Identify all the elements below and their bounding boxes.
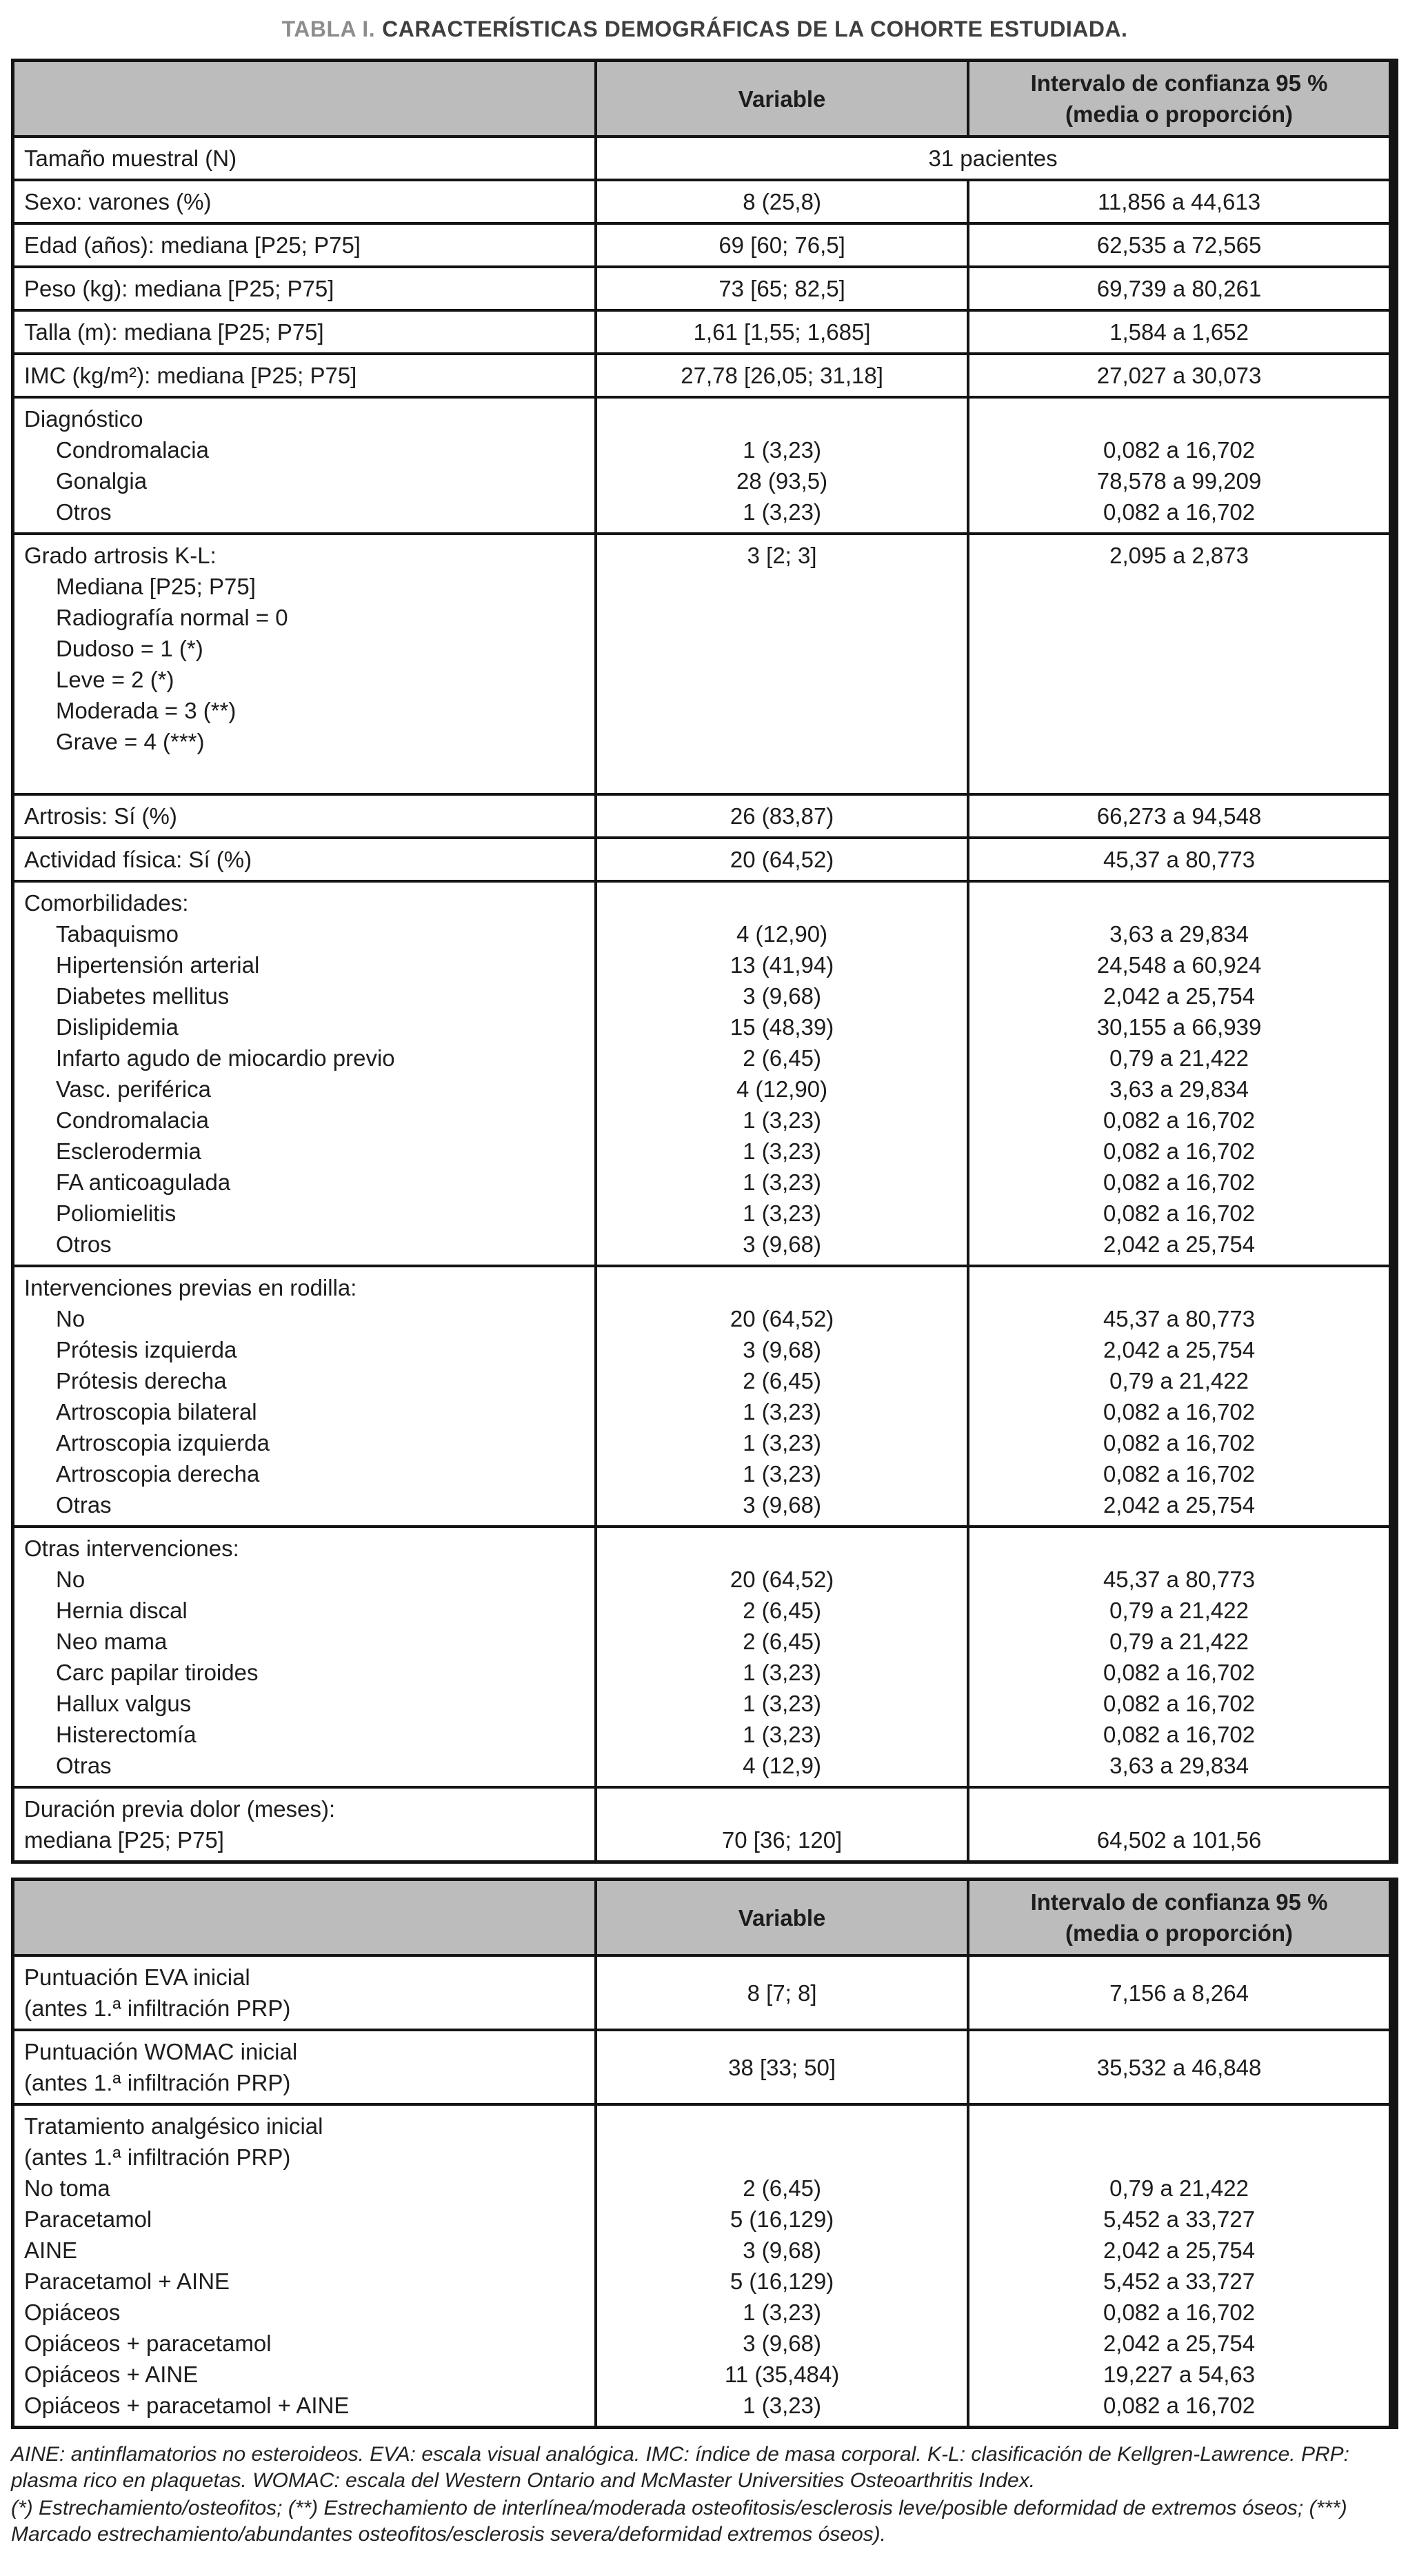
ci-value: 19,227 a 54,63	[1103, 2362, 1256, 2387]
variable-value	[604, 2111, 960, 2142]
row-label-line: Hernia discal	[56, 1598, 188, 1623]
ci-value: 0,082 a 16,702	[1103, 1138, 1256, 1164]
ci-value-cell	[967, 796, 1389, 836]
variable-value-cell	[594, 399, 967, 532]
ci-value: 0,082 a 16,702	[1103, 1691, 1256, 1716]
ci-value: 0,082 a 16,702	[1103, 2393, 1256, 2418]
variable-value: 1 (3,23)	[743, 1169, 821, 1195]
row-label-line: Puntuación WOMAC inicial	[24, 2039, 298, 2064]
ci-value: 0,082 a 16,702	[1103, 1722, 1256, 1747]
row-label-line: (antes 1.ª infiltración PRP)	[24, 1995, 291, 2021]
row-label-cell	[14, 1528, 594, 1786]
row-label-cell	[14, 2106, 594, 2426]
table-row	[14, 1954, 1389, 2029]
ci-value: 0,082 a 16,702	[1103, 1430, 1256, 1456]
row-label-cell	[14, 138, 594, 179]
ci-value: 62,535 a 72,565	[1096, 232, 1262, 258]
table-row	[14, 179, 1389, 222]
header-empty-cell	[14, 1881, 594, 1954]
variable-value: 3 (9,68)	[743, 1492, 821, 1518]
variable-value-cell	[594, 796, 967, 836]
variable-value: 3 [2; 3]	[747, 543, 817, 568]
row-label-line: Dudoso = 1 (*)	[56, 636, 203, 661]
ci-value: 0,082 a 16,702	[1103, 1660, 1256, 1685]
variable-value: 1 (3,23)	[743, 2393, 821, 2418]
row-label-line: Artroscopia derecha	[56, 1461, 260, 1487]
ci-value-cell	[967, 1789, 1389, 1860]
variable-value: 2 (6,45)	[743, 1629, 821, 1654]
variable-value: 26 (83,87)	[730, 803, 834, 829]
variable-value: 3 (9,68)	[743, 2237, 821, 2263]
table-row	[14, 1265, 1389, 1525]
table-row	[14, 309, 1389, 352]
row-label-line: Esclerodermia	[56, 1138, 201, 1164]
row-label-line: (antes 1.ª infiltración PRP)	[24, 2070, 291, 2095]
variable-value: 2 (6,45)	[743, 1368, 821, 1393]
row-label-line: Otros	[56, 499, 112, 525]
ci-value: 0,79 a 21,422	[1109, 1629, 1249, 1654]
header-ci-line1: Intervalo de confianza 95 %	[1030, 70, 1328, 96]
ci-value: 45,37 a 80,773	[1103, 1306, 1256, 1331]
row-label-line: Tamaño muestral (N)	[24, 145, 237, 171]
variable-value: 2 (6,45)	[743, 1045, 821, 1071]
header-variable-cell	[594, 1881, 967, 1954]
row-label-cell	[14, 312, 594, 352]
row-label-line: Carc papilar tiroides	[56, 1660, 259, 1685]
row-label-line: Intervenciones previas en rodilla:	[24, 1275, 357, 1300]
table-header-row	[14, 1881, 1389, 1954]
row-label-cell	[14, 1957, 594, 2029]
row-label-cell	[14, 1789, 594, 1860]
footnote-abbreviations: AINE: antinflamatorios no esteroideos. EVA: escala visual analógica. IMC: índice de masa corporal. K-L: clasificación de Kellgren-Lawrence. PRP: plasma rico en plaquetas. WOMAC: escala del Western Ontario and McMaster Universities Osteoarthritis Index.	[11, 2443, 1349, 2492]
row-label-line: Actividad física: Sí (%)	[24, 847, 252, 872]
ci-value-cell	[967, 535, 1389, 793]
ci-value-cell	[967, 268, 1389, 309]
ci-value-cell	[967, 2031, 1389, 2103]
variable-value: 1 (3,23)	[743, 1691, 821, 1716]
table-row	[14, 532, 1389, 793]
row-label-line: AINE	[24, 2237, 78, 2263]
variable-value: 38 [33; 50]	[728, 2054, 836, 2080]
variable-value: 73 [65; 82,5]	[718, 276, 845, 301]
row-label-line: FA anticoagulada	[56, 1169, 231, 1195]
variable-value: 5 (16,129)	[730, 2206, 834, 2232]
table-body	[14, 135, 1389, 1860]
header-empty-cell	[14, 62, 594, 135]
row-label-line: Hallux valgus	[56, 1691, 192, 1716]
ci-value: 3,63 a 29,834	[1109, 921, 1249, 947]
ci-value: 11,856 a 44,613	[1097, 189, 1261, 214]
row-label-cell	[14, 225, 594, 265]
ci-value-cell	[967, 2106, 1389, 2426]
table-row	[14, 793, 1389, 836]
row-label-line: Artrosis: Sí (%)	[24, 803, 177, 829]
ci-value: 35,532 a 46,848	[1096, 2054, 1262, 2080]
variable-value: 1 (3,23)	[743, 499, 821, 525]
variable-value-cell	[594, 839, 967, 880]
row-label-line: Artroscopia izquierda	[56, 1430, 270, 1456]
ci-value-cell	[967, 883, 1389, 1265]
variable-value: 4 (12,9)	[743, 1753, 821, 1778]
header-empty-label	[24, 83, 587, 114]
row-label-line: Tratamiento analgésico inicial	[24, 2113, 323, 2139]
ci-value: 2,042 a 25,754	[1103, 2237, 1256, 2263]
row-label-line: Otras	[56, 1753, 112, 1778]
ci-value: 0,79 a 21,422	[1109, 2175, 1249, 2201]
variable-value: 4 (12,90)	[736, 1076, 828, 1102]
row-label-cell	[14, 355, 594, 396]
variable-value	[604, 1793, 960, 1824]
row-label-line: Condromalacia	[56, 437, 209, 463]
row-label-cell	[14, 181, 594, 222]
row-label-cell	[14, 839, 594, 880]
ci-value: 2,042 a 25,754	[1103, 983, 1256, 1009]
variable-value: 5 (16,129)	[730, 2268, 834, 2294]
ci-value: 2,042 a 25,754	[1103, 1337, 1256, 1362]
ci-value-cell	[967, 225, 1389, 265]
row-label-line: Gonalgia	[56, 468, 148, 494]
row-label-line: Vasc. periférica	[56, 1076, 211, 1102]
variable-value-cell	[594, 2031, 967, 2103]
ci-value-cell	[967, 1267, 1389, 1525]
row-label-cell	[14, 1267, 594, 1525]
ci-value	[976, 1793, 1382, 1824]
row-label-line: Opiáceos + paracetamol + AINE	[24, 2393, 350, 2418]
row-label-line: Hipertensión arterial	[56, 952, 260, 978]
row-label-line: Prótesis izquierda	[56, 1337, 237, 1362]
variable-value-cell	[594, 268, 967, 309]
table-body	[14, 1954, 1389, 2426]
ci-value-cell	[967, 1957, 1389, 2029]
ci-value: 0,082 a 16,702	[1103, 1461, 1256, 1487]
ci-value: 66,273 a 94,548	[1096, 803, 1262, 829]
table-row	[14, 1525, 1389, 1786]
header-variable-cell	[594, 62, 967, 135]
variable-value: 20 (64,52)	[730, 1306, 834, 1331]
variable-value: 4 (12,90)	[736, 921, 828, 947]
ci-value: 3,63 a 29,834	[1109, 1076, 1249, 1102]
variable-value: 69 [60; 76,5]	[718, 232, 845, 258]
span-value-cell	[594, 138, 1389, 179]
row-label-cell	[14, 883, 594, 1265]
variable-value: 8 [7; 8]	[747, 1980, 817, 2006]
variable-value: 27,78 [26,05; 31,18]	[681, 363, 883, 388]
ci-value-cell	[967, 1528, 1389, 1786]
table-title-label: TABLA I.	[281, 17, 376, 41]
footnote-symbols: (*) Estrechamiento/osteofitos; (**) Estrechamiento de interlínea/moderada osteofitosis/esclerosis leve/posible deformidad de extremos óseos; (***) Marcado estrechamiento/abundantes osteofitos/esclerosis severa/deformidad extremos óseos).	[11, 2497, 1347, 2546]
row-label-line: Diabetes mellitus	[56, 983, 230, 1009]
table-title	[11, 17, 1398, 42]
header-ci-line1: Intervalo de confianza 95 %	[1030, 1889, 1328, 1915]
variable-value: 1,61 [1,55; 1,685]	[693, 319, 871, 345]
table-row	[14, 135, 1389, 179]
row-label-line: Infarto agudo de miocardio previo	[56, 1045, 395, 1071]
row-label-line: Dislipidemia	[56, 1014, 179, 1040]
header-variable-label: Variable	[738, 1904, 826, 1931]
variable-value	[604, 2142, 960, 2173]
row-label-line: Otros	[56, 1231, 112, 1257]
ci-value-cell	[967, 355, 1389, 396]
ci-value: 2,095 a 2,873	[1109, 543, 1249, 568]
variable-value: 1 (3,23)	[743, 2300, 821, 2325]
variable-value-cell	[594, 2106, 967, 2426]
variable-value: 1 (3,23)	[743, 1399, 821, 1425]
ci-value: 0,082 a 16,702	[1103, 1399, 1256, 1425]
row-label-cell	[14, 268, 594, 309]
header-empty-label	[24, 1902, 587, 1933]
row-label-line	[24, 757, 587, 788]
row-label-line: Talla (m): mediana [P25; P75]	[24, 319, 324, 345]
ci-value: 64,502 a 101,56	[1096, 1827, 1262, 1853]
row-label-line: IMC (kg/m²): mediana [P25; P75]	[24, 363, 357, 388]
header-ci-cell	[967, 1881, 1389, 1954]
ci-value-cell	[967, 399, 1389, 532]
variable-value-cell	[594, 535, 967, 793]
ci-value	[976, 2142, 1382, 2173]
variable-value: 15 (48,39)	[730, 1014, 834, 1040]
row-label-line: Opiáceos + paracetamol	[24, 2331, 272, 2356]
ci-value: 0,082 a 16,702	[1103, 437, 1256, 463]
row-label-line: Diagnóstico	[24, 406, 143, 432]
row-label-line: Paracetamol	[24, 2206, 152, 2232]
row-label-line: Condromalacia	[56, 1107, 209, 1133]
ci-value: 5,452 a 33,727	[1103, 2268, 1256, 2294]
table-header-row	[14, 62, 1389, 135]
row-label-line: Leve = 2 (*)	[56, 667, 174, 692]
ci-value: 0,082 a 16,702	[1103, 1169, 1256, 1195]
table-row	[14, 1786, 1389, 1860]
table-title-text: CARACTERÍSTICAS DEMOGRÁFICAS DE LA COHORTE ESTUDIADA.	[382, 17, 1128, 41]
ci-value: 0,79 a 21,422	[1109, 1368, 1249, 1393]
row-label-line: Otras intervenciones:	[24, 1536, 239, 1561]
ci-value: 69,739 a 80,261	[1096, 276, 1262, 301]
row-label-cell	[14, 399, 594, 532]
variable-value	[604, 1533, 960, 1564]
variable-value-cell	[594, 1528, 967, 1786]
variable-value: 1 (3,23)	[743, 437, 821, 463]
ci-value	[976, 887, 1382, 918]
ci-value: 0,082 a 16,702	[1103, 499, 1256, 525]
demographics-table	[11, 59, 1398, 1864]
variable-value-cell	[594, 883, 967, 1265]
variable-value: 1 (3,23)	[743, 1660, 821, 1685]
header-variable-label: Variable	[738, 85, 826, 112]
variable-value: 3 (9,68)	[743, 2331, 821, 2356]
row-label-line: Prótesis derecha	[56, 1368, 227, 1393]
table-row	[14, 396, 1389, 532]
table-row	[14, 222, 1389, 265]
ci-value: 27,027 a 30,073	[1096, 363, 1262, 388]
variable-value-cell	[594, 1957, 967, 2029]
ci-value	[976, 1272, 1382, 1303]
ci-value	[976, 1533, 1382, 1564]
variable-value: 28 (93,5)	[736, 468, 828, 494]
variable-value-cell	[594, 1267, 967, 1525]
row-label-line: Histerectomía	[56, 1722, 197, 1747]
row-label-line: Neo mama	[56, 1629, 168, 1654]
ci-value	[976, 403, 1382, 434]
row-label-line: Mediana [P25; P75]	[56, 574, 256, 599]
ci-value: 24,548 a 60,924	[1096, 952, 1262, 978]
ci-value: 45,37 a 80,773	[1103, 847, 1256, 872]
row-label-line: Radiografía normal = 0	[56, 605, 288, 630]
variable-value: 3 (9,68)	[743, 983, 821, 1009]
header-ci-line2: (media o proporción)	[1065, 101, 1294, 127]
row-label-line: Puntuación EVA inicial	[24, 1964, 250, 1990]
ci-value-cell	[967, 312, 1389, 352]
row-label-line: mediana [P25; P75]	[24, 1827, 224, 1853]
ci-value: 0,79 a 21,422	[1109, 1045, 1249, 1071]
ci-value: 30,155 a 66,939	[1096, 1014, 1262, 1040]
ci-value: 2,042 a 25,754	[1103, 1231, 1256, 1257]
ci-value: 1,584 a 1,652	[1109, 319, 1249, 345]
row-label-cell	[14, 535, 594, 793]
row-label-line: Comorbilidades:	[24, 890, 189, 916]
row-label-line: Edad (años): mediana [P25; P75]	[24, 232, 361, 258]
row-label-line: Poliomielitis	[56, 1200, 177, 1226]
variable-value: 3 (9,68)	[743, 1231, 821, 1257]
variable-value: 1 (3,23)	[743, 1138, 821, 1164]
span-value: 31 pacientes	[928, 145, 1058, 171]
row-label-cell	[14, 2031, 594, 2103]
variable-value: 20 (64,52)	[730, 1567, 834, 1592]
ci-value: 78,578 a 99,209	[1096, 468, 1262, 494]
ci-value-cell	[967, 839, 1389, 880]
table-row	[14, 880, 1389, 1265]
row-label-line: Artroscopia bilateral	[56, 1399, 257, 1425]
row-label-line: No	[56, 1567, 86, 1592]
table-row	[14, 265, 1389, 309]
ci-value: 3,63 a 29,834	[1109, 1753, 1249, 1778]
ci-value	[976, 2111, 1382, 2142]
ci-value: 0,082 a 16,702	[1103, 2300, 1256, 2325]
variable-value: 1 (3,23)	[743, 1200, 821, 1226]
row-label-line: Opiáceos	[24, 2300, 121, 2325]
ci-value: 0,082 a 16,702	[1103, 1200, 1256, 1226]
row-label-line: No toma	[24, 2175, 110, 2201]
variable-value: 13 (41,94)	[730, 952, 834, 978]
variable-value: 20 (64,52)	[730, 847, 834, 872]
row-label-line: (antes 1.ª infiltración PRP)	[24, 2144, 291, 2170]
ci-value: 2,042 a 25,754	[1103, 2331, 1256, 2356]
row-label-line: Grado artrosis K-L:	[24, 543, 217, 568]
variable-value: 1 (3,23)	[743, 1722, 821, 1747]
variable-value: 11 (35,484)	[724, 2362, 840, 2387]
ci-value-cell	[967, 181, 1389, 222]
variable-value	[604, 887, 960, 918]
variable-value-cell	[594, 1789, 967, 1860]
row-label-line: Paracetamol + AINE	[24, 2268, 230, 2294]
variable-value-cell	[594, 355, 967, 396]
row-label-cell	[14, 796, 594, 836]
footnotes	[11, 2442, 1398, 2548]
variable-value	[604, 1272, 960, 1303]
variable-value: 1 (3,23)	[743, 1461, 821, 1487]
ci-value: 45,37 a 80,773	[1103, 1567, 1256, 1592]
variable-value: 8 (25,8)	[743, 189, 821, 214]
variable-value-cell	[594, 181, 967, 222]
outcomes-table	[11, 1878, 1398, 2429]
row-label-line: Grave = 4 (***)	[56, 729, 205, 754]
row-label-line: Peso (kg): mediana [P25; P75]	[24, 276, 334, 301]
row-label-line: Moderada = 3 (**)	[56, 698, 237, 723]
row-label-line: Tabaquismo	[56, 921, 179, 947]
table-row	[14, 352, 1389, 396]
ci-value: 2,042 a 25,754	[1103, 1492, 1256, 1518]
table-row	[14, 836, 1389, 880]
variable-value	[604, 403, 960, 434]
ci-value: 7,156 a 8,264	[1109, 1980, 1249, 2006]
variable-value: 2 (6,45)	[743, 2175, 821, 2201]
row-label-line: Sexo: varones (%)	[24, 189, 212, 214]
variable-value-cell	[594, 312, 967, 352]
variable-value: 70 [36; 120]	[721, 1827, 843, 1853]
header-ci-cell	[967, 62, 1389, 135]
variable-value: 3 (9,68)	[743, 1337, 821, 1362]
variable-value-cell	[594, 225, 967, 265]
row-label-line: Otras	[56, 1492, 112, 1518]
row-label-line: No	[56, 1306, 86, 1331]
row-label-line: Duración previa dolor (meses):	[24, 1796, 336, 1822]
table-row	[14, 2029, 1389, 2103]
header-ci-line2: (media o proporción)	[1065, 1920, 1294, 1946]
variable-value: 1 (3,23)	[743, 1430, 821, 1456]
ci-value: 0,082 a 16,702	[1103, 1107, 1256, 1133]
row-label-line: Opiáceos + AINE	[24, 2362, 199, 2387]
ci-value: 0,79 a 21,422	[1109, 1598, 1249, 1623]
table-row	[14, 2103, 1389, 2426]
variable-value: 1 (3,23)	[743, 1107, 821, 1133]
ci-value: 5,452 a 33,727	[1103, 2206, 1256, 2232]
variable-value: 2 (6,45)	[743, 1598, 821, 1623]
